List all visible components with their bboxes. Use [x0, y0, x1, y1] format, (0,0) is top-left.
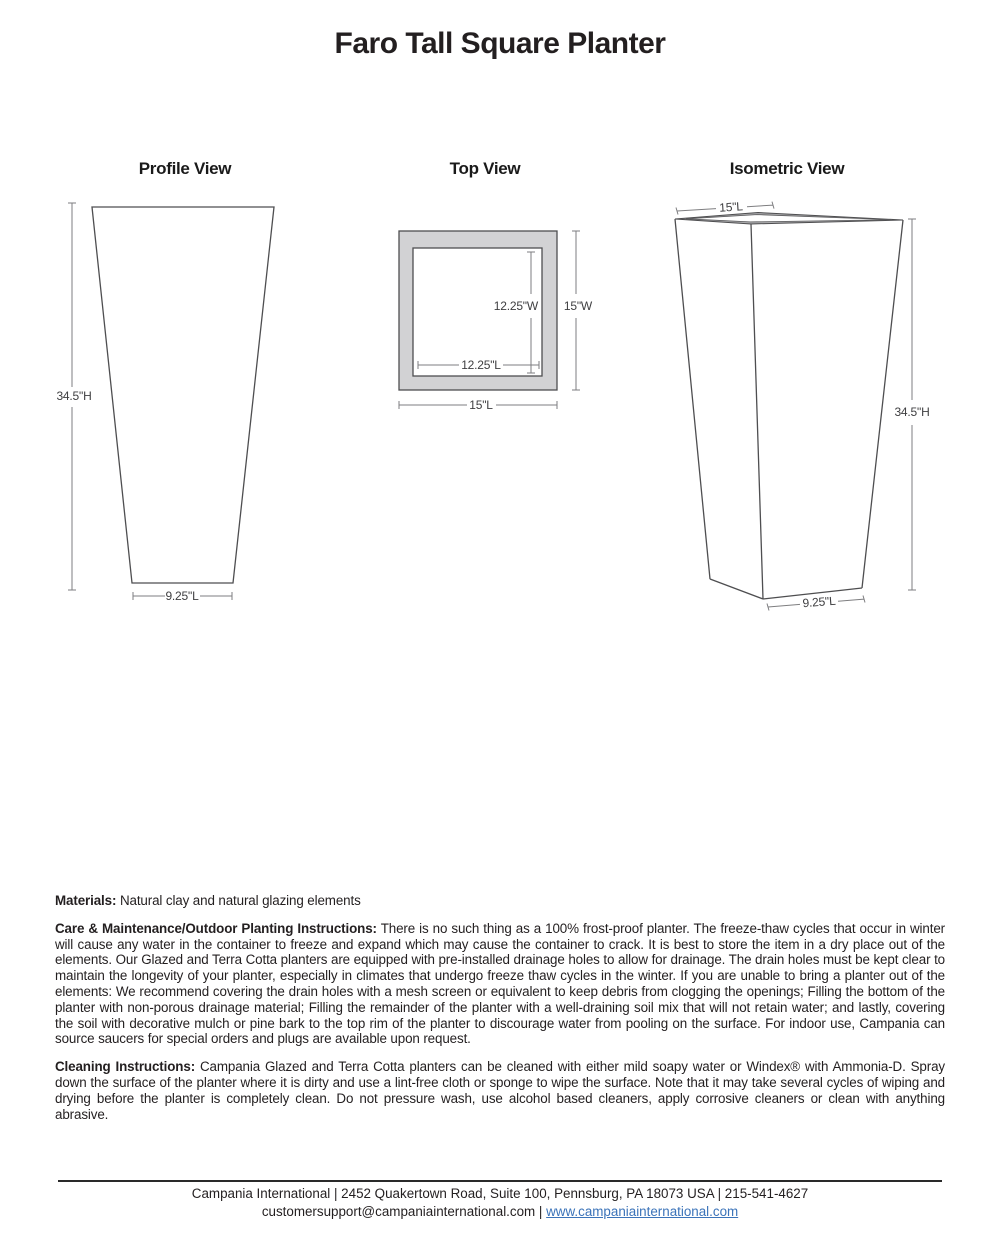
cleaning-label: Cleaning Instructions: [55, 1059, 196, 1075]
profile-outline [92, 207, 274, 583]
profile-height-dimension [56, 203, 91, 590]
isometric-height-dim-label: 34.5"H [894, 405, 930, 419]
materials-paragraph [55, 893, 945, 909]
isometric-body-edges [675, 219, 903, 599]
outer-width-dim-label: 15"W [563, 299, 593, 313]
footer [0, 1185, 1000, 1220]
isometric-base-dimension [767, 594, 865, 611]
inner-width-dim-label: 12.25"W [493, 299, 538, 313]
footer-contact-line [0, 1203, 1000, 1221]
top-view-outer-length-dimension [399, 398, 557, 412]
spec-text-block [55, 893, 945, 1134]
care-maintenance-text: There is no such thing as a 100% frost-proof planter. The freeze-thaw cycles that occur in winter will cause any water in the container to freeze and expand which may cause the container to crack. It is best to store the item in a dry place out of the elements. Our Glazed and Terra Cotta planters are equipped with pre-installed drainage holes to allow for drainage. The drain holes must be kept clear to maintain the longevity of your planter, especially in climates that undergo freeze thaw cycles in the winter. If you are unable to bring a planter out of the elements: We recommend covering the drain holes with a mesh screen or equivalent to keep debris from clogging the openings; Filling the bottom of the planter with non-porous drainage material; Filling the remainder of the planter with a well-draining soil mix that will not retain water; and lastly, covering the soil with decorative mulch or pine bark to the top rim of the planter to discourage water from pooling on the surface. For indoor use, Campania can source saucers for special orders and plugs are available upon request. [55, 920, 945, 1047]
profile-height-dim-label: 34.5"H [56, 389, 92, 403]
profile-view-label: Profile View [138, 159, 232, 178]
top-view-outer-width-dimension [564, 231, 593, 390]
materials-label: Materials: [55, 893, 117, 908]
footer-address-line: Campania International | 2452 Quakertown Road, Suite 100, Pennsburg, PA 18073 USA | 215-541-4627 [191, 1186, 809, 1201]
materials-text: Natural clay and natural glazing elements [119, 893, 361, 908]
profile-view-drawing [56, 203, 274, 603]
footer-separator: | [538, 1203, 543, 1219]
top-view-drawing [399, 231, 593, 412]
cleaning-text: Campania Glazed and Terra Cotta planters can be cleaned with either mild soapy water or Windex® with Ammonia-D. Spray down the surface of the planter where it is dirty and use a lint-free cloth or sponge to wipe the surface. Note that it may take several cycles of wiping and drying before the planter is completely clean. Do not pressure wash, use alcohol based cleaners, apply corrosive cleaners or clean with anything abrasive. [55, 1059, 945, 1122]
isometric-top-dim-label: 15"L [718, 199, 744, 215]
footer-website-link[interactable]: www.campaniainternational.com [546, 1203, 739, 1219]
isometric-view-label: Isometric View [729, 159, 845, 178]
isometric-view-drawing [675, 199, 930, 610]
footer-email: customersupport@campaniainternational.com [261, 1203, 536, 1219]
profile-base-dim-label: 9.25"L [165, 589, 199, 603]
cleaning-paragraph [55, 1059, 945, 1122]
outer-length-dim-label: 15"L [469, 398, 493, 412]
isometric-base-dim-label: 9.25"L [801, 593, 837, 611]
footer-divider [58, 1180, 942, 1182]
care-maintenance-label: Care & Maintenance/Outdoor Planting Instructions: [55, 920, 377, 936]
isometric-height-dimension [894, 219, 929, 590]
page-title: Faro Tall Square Planter [334, 27, 666, 60]
inner-length-dim-label: 12.25"L [461, 358, 501, 372]
technical-drawings [0, 190, 1000, 650]
profile-base-dimension [133, 589, 232, 603]
care-maintenance-paragraph [55, 921, 945, 1047]
top-view-label: Top View [449, 159, 521, 178]
